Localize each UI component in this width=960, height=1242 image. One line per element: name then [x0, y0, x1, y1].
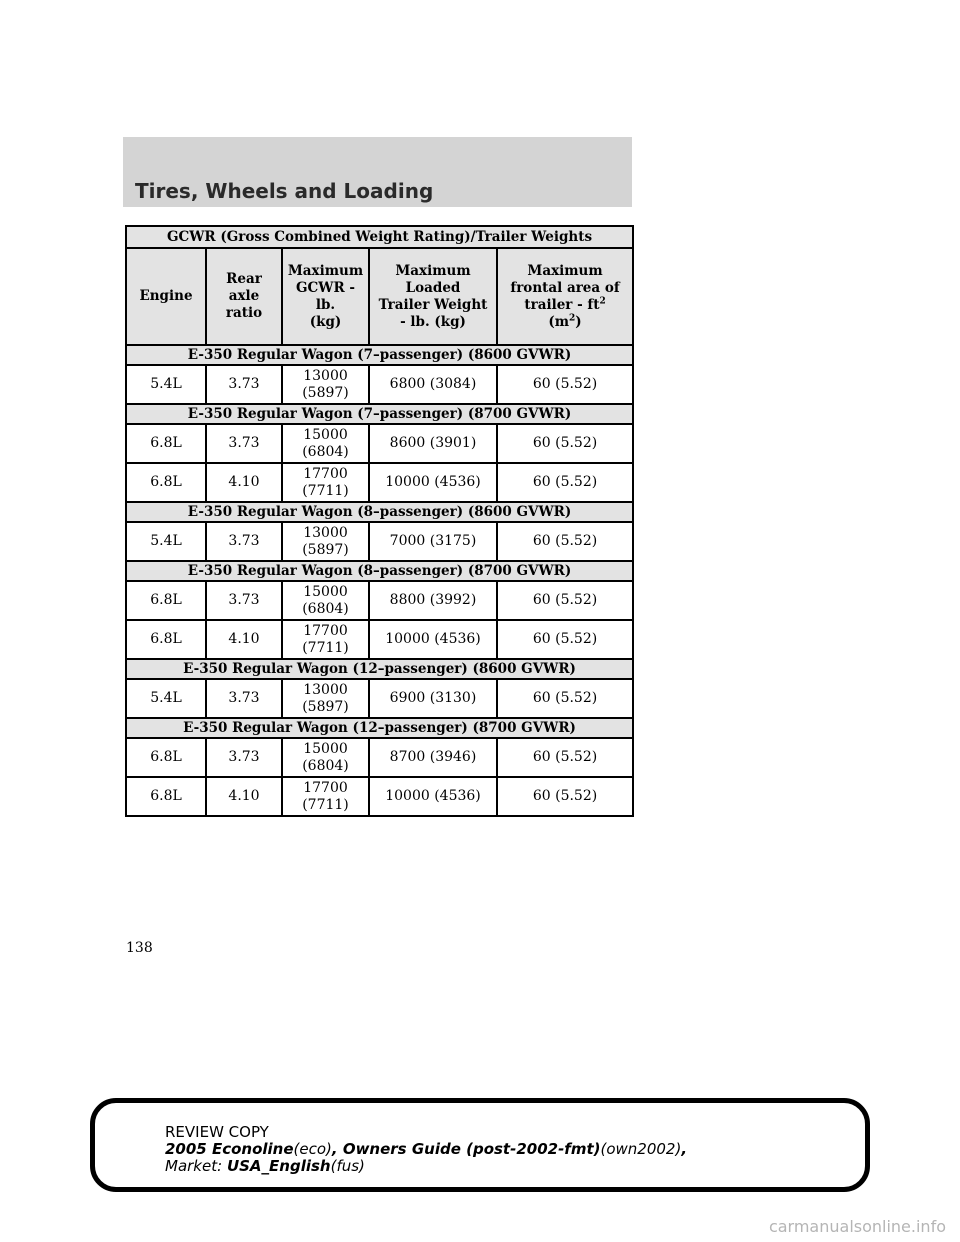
cell-max-frontal-area: 60 (5.52): [497, 463, 633, 502]
group-title: E-350 Regular Wagon (7–passenger) (8700 GVWR): [126, 404, 633, 424]
cell-max-trailer-weight: 10000 (4536): [369, 463, 497, 502]
cell-max-trailer-weight: 8800 (3992): [369, 581, 497, 620]
cell-axle-ratio: 3.73: [206, 424, 282, 463]
cell-axle-ratio: 4.10: [206, 620, 282, 659]
cell-engine: 6.8L: [126, 738, 206, 777]
table-row: [126, 620, 633, 659]
cell-max-trailer-weight: 7000 (3175): [369, 522, 497, 561]
header-engine: Engine: [126, 248, 206, 345]
cell-max-trailer-weight: 8600 (3901): [369, 424, 497, 463]
table-row: [126, 365, 633, 404]
table-header-row: [126, 248, 633, 345]
group-header-row: [126, 561, 633, 581]
section-header: [123, 137, 632, 207]
cell-axle-ratio: 3.73: [206, 365, 282, 404]
cell-axle-ratio: 4.10: [206, 463, 282, 502]
table-row: [126, 581, 633, 620]
cell-engine: 6.8L: [126, 424, 206, 463]
cell-axle-ratio: 3.73: [206, 522, 282, 561]
table-row: [126, 738, 633, 777]
table-caption-row: [126, 226, 633, 248]
group-header-row: [126, 404, 633, 424]
header-max-trailer-weight: Maximum Loaded Trailer Weight - lb. (kg): [369, 248, 497, 345]
cell-max-frontal-area: 60 (5.52): [497, 738, 633, 777]
watermark: carmanualsonline.info: [768, 1217, 946, 1236]
cell-max-gcwr: 13000 (5897): [282, 679, 369, 718]
cell-engine: 6.8L: [126, 463, 206, 502]
group-title: E-350 Regular Wagon (12–passenger) (8600 GVWR): [126, 659, 633, 679]
footer-text: [165, 1124, 687, 1175]
cell-max-frontal-area: 60 (5.52): [497, 424, 633, 463]
group-header-row: [126, 718, 633, 738]
cell-max-trailer-weight: 6900 (3130): [369, 679, 497, 718]
cell-max-frontal-area: 60 (5.52): [497, 522, 633, 561]
cell-axle-ratio: 3.73: [206, 738, 282, 777]
cell-max-gcwr: 15000 (6804): [282, 738, 369, 777]
cell-max-trailer-weight: 6800 (3084): [369, 365, 497, 404]
cell-max-gcwr: 13000 (5897): [282, 522, 369, 561]
cell-max-gcwr: 17700 (7711): [282, 463, 369, 502]
section-title: Tires, Wheels and Loading: [135, 179, 434, 203]
cell-engine: 6.8L: [126, 777, 206, 816]
table-row: [126, 424, 633, 463]
table-row: [126, 522, 633, 561]
gcwr-table: [125, 225, 634, 817]
cell-max-frontal-area: 60 (5.52): [497, 581, 633, 620]
footer-review-copy: REVIEW COPY: [165, 1123, 269, 1141]
cell-max-frontal-area: 60 (5.52): [497, 365, 633, 404]
cell-engine: 5.4L: [126, 522, 206, 561]
cell-max-frontal-area: 60 (5.52): [497, 679, 633, 718]
cell-max-frontal-area: 60 (5.52): [497, 620, 633, 659]
page-number: 138: [126, 940, 153, 956]
group-title: E-350 Regular Wagon (7–passenger) (8600 GVWR): [126, 345, 633, 365]
table-row: [126, 777, 633, 816]
table-row: [126, 463, 633, 502]
group-header-row: [126, 345, 633, 365]
group-title: E-350 Regular Wagon (12–passenger) (8700 GVWR): [126, 718, 633, 738]
footer-market-line: Market: USA_English(fus): [165, 1157, 365, 1175]
group-title: E-350 Regular Wagon (8–passenger) (8700 GVWR): [126, 561, 633, 581]
header-axle-ratio: Rear axle ratio: [206, 248, 282, 345]
cell-max-frontal-area: 60 (5.52): [497, 777, 633, 816]
cell-engine: 6.8L: [126, 581, 206, 620]
cell-axle-ratio: 3.73: [206, 679, 282, 718]
cell-max-gcwr: 13000 (5897): [282, 365, 369, 404]
cell-axle-ratio: 4.10: [206, 777, 282, 816]
group-title: E-350 Regular Wagon (8–passenger) (8600 GVWR): [126, 502, 633, 522]
cell-max-gcwr: 17700 (7711): [282, 777, 369, 816]
cell-max-trailer-weight: 8700 (3946): [369, 738, 497, 777]
cell-engine: 5.4L: [126, 679, 206, 718]
cell-max-gcwr: 15000 (6804): [282, 581, 369, 620]
header-max-frontal-area: Maximum frontal area of trailer - $ft^2$ $(m^2)$: [497, 248, 633, 345]
cell-max-trailer-weight: 10000 (4536): [369, 777, 497, 816]
cell-max-gcwr: 17700 (7711): [282, 620, 369, 659]
group-header-row: [126, 659, 633, 679]
cell-engine: 5.4L: [126, 365, 206, 404]
cell-max-trailer-weight: 10000 (4536): [369, 620, 497, 659]
cell-engine: 6.8L: [126, 620, 206, 659]
header-max-gcwr: Maximum GCWR - lb. (kg): [282, 248, 369, 345]
footer-model-line: 2005 Econoline(eco), Owners Guide (post-2002-fmt)(own2002),: [165, 1140, 688, 1158]
table-row: [126, 679, 633, 718]
cell-axle-ratio: 3.73: [206, 581, 282, 620]
table-caption: GCWR (Gross Combined Weight Rating)/Trailer Weights: [126, 226, 633, 248]
group-header-row: [126, 502, 633, 522]
cell-max-gcwr: 15000 (6804): [282, 424, 369, 463]
